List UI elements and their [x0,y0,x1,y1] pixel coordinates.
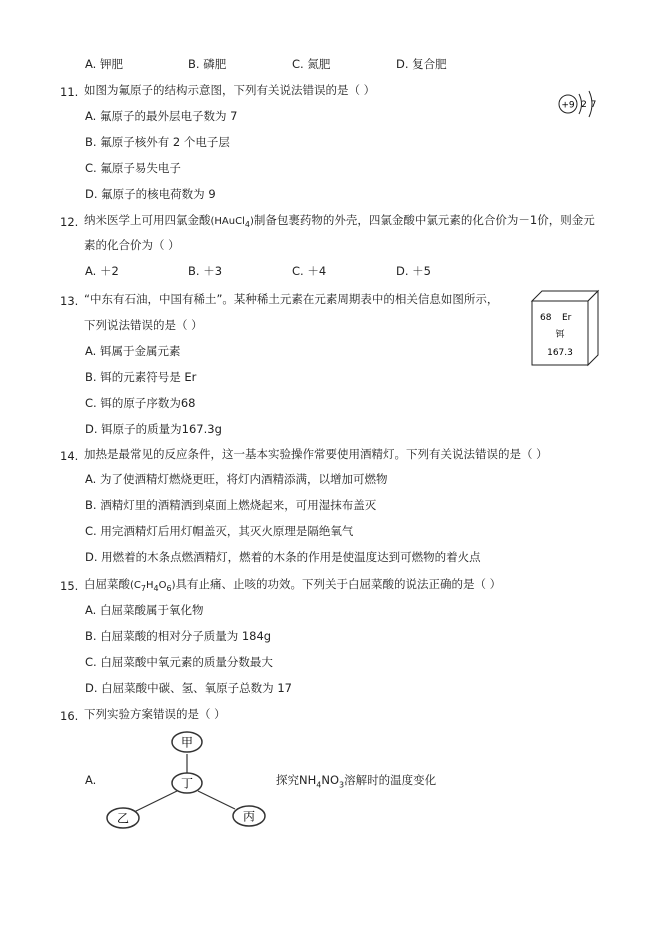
option-b: B. 磷肥 [188,57,227,71]
option-b: B. 铒的元素符号是 Er [85,370,197,384]
option-d: D. 氟原子的核电荷数为 9 [85,187,216,201]
option-a: A. 钾肥 [85,57,123,71]
option-a: A. 白屈菜酸属于氧化物 [85,603,204,617]
node-top: 甲 [180,735,194,750]
option-d: D. 铒原子的质量为167.3g [85,422,222,436]
question-stem: 加热是最常见的反应条件，这一基本实验操作常要使用酒精灯。下列有关说法错误的是（ ） [84,447,548,461]
option-a: A. ＋2 [85,264,119,278]
option-d: D. 复合肥 [396,57,447,71]
option-b: B. 酒精灯里的酒精洒到桌面上燃烧起来，可用湿抹布盖灭 [85,498,377,512]
option-a-label: A. [85,773,97,787]
question-stem: 下列实验方案错误的是（ ） [84,707,226,721]
question-stem-continued: 素的化合价为（ ） [84,238,180,252]
question-number: 12. [60,215,79,229]
question-stem: 纳米医学上可用四氯金酸(HAuCl$_4$)制备包裹药物的外壳，四氯金酸中氯元素的化合价为－1价，则金元 [84,213,595,229]
fluorine-atom-structure-diagram [555,88,607,122]
option-b: B. 白屈菜酸的相对分子质量为 184g [85,629,272,643]
node-center: 丁 [180,776,194,791]
option-c: C. 氟原子易失电子 [85,161,181,175]
option-a: A. 为了使酒精灯燃烧更旺，将灯内酒精添满，以增加可燃物 [85,472,388,486]
option-b: B. 氟原子核外有 2 个电子层 [85,135,230,149]
element-symbol: Er [562,313,572,323]
question-stem: “中东有石油，中国有稀土”。某种稀土元素在元素周期表中的相关信息如图所示， [84,292,499,306]
option-d: D. ＋5 [396,264,431,278]
shell-2-electrons: 7 [590,100,597,110]
atomic-mass: 167.3 [547,348,573,358]
node-left: 乙 [116,811,130,826]
nucleus-charge: +9 [561,100,575,111]
relation-diagram [100,728,280,830]
option-d: D. 白屈菜酸中碳、氢、氧原子总数为 17 [85,681,292,695]
question-stem: 如图为氟原子的结构示意图，下列有关说法错误的是（ ） [84,83,376,97]
question-number: 13. [60,294,79,308]
option-c: C. 白屈菜酸中氧元素的质量分数最大 [85,655,273,669]
option-d: D. 用燃着的木条点燃酒精灯，燃着的木条的作用是使温度达到可燃物的着火点 [85,550,481,564]
option-c: C. 铒的原子序数为68 [85,396,196,410]
question-stem: 白屈菜酸$(C_7H_4O_6)$具有止痛、止咳的功效。下列关于白屈菜酸的说法正确的是（ ） [84,577,502,593]
question-stem-continued: 下列说法错误的是（ ） [84,318,203,332]
option-c: C. 氮肥 [292,57,331,71]
atomic-number: 68 [540,313,552,323]
option-c: C. 用完酒精灯后用灯帽盖灭，其灭火原理是隔绝氧气 [85,524,354,538]
element-name: 铒 [555,330,565,340]
question-number: 15. [60,579,79,593]
option-a: A. 氟原子的最外层电子数为 7 [85,109,238,123]
element-card-erbium [528,287,602,367]
option-b: B. ＋3 [188,264,223,278]
question-number: 16. [60,709,79,723]
option-a-description: 探究$NH_4NO_3$溶解时的温度变化 [276,773,437,790]
node-right: 丙 [242,809,256,824]
shell-1-electrons: 2 [581,100,587,110]
option-c: C. ＋4 [292,264,327,278]
question-number: 14. [60,449,79,463]
option-a: A. 铒属于金属元素 [85,344,181,358]
question-number: 11. [60,85,79,99]
